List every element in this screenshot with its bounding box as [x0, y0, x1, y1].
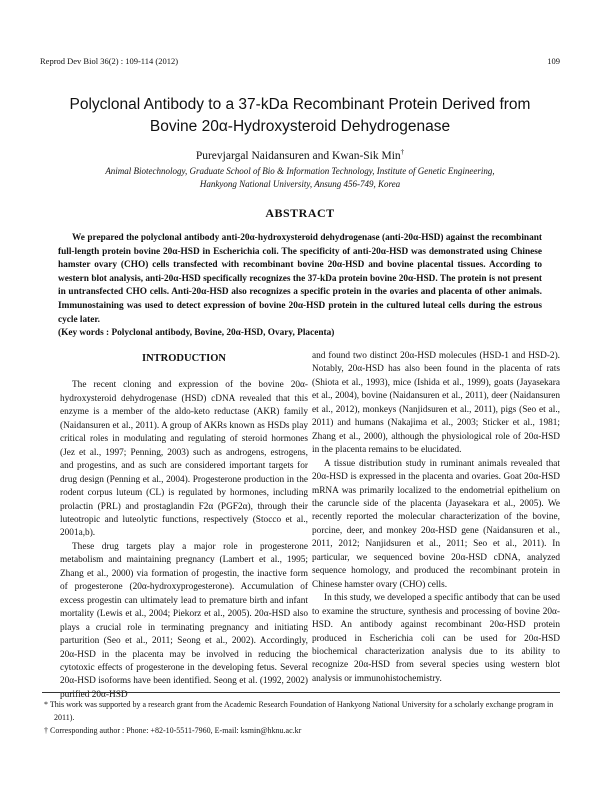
- title-line-1: Polyclonal Antibody to a 37-kDa Recombinant Protein Derived from: [69, 96, 531, 113]
- introduction-heading: INTRODUCTION: [141, 353, 226, 364]
- paper-title: [40, 94, 560, 138]
- abstract-text: We prepared the polyclonal antibody anti-20α-hydroxysteroid dehydrogenase (anti-20α-HSD) against the recombinant full-length protein bovine 20α-HSD in Escherichia coli. The specificity of anti-20α-HSD was demonstrated using Chinese hamster ovary (CHO) cells transfected with recombinant bovine 20α-HSD and bovine placental tissues. According to western blot analysis, anti-20α-HSD specifically recognizes the 37-kDa protein bovine 20α-HSD. The protein is not present in untransfected CHO cells. Anti-20α-HSD also recognizes a specific protein in the ovaries and placenta of other animals. Immunostaining was used to detect expression of bovine 20α-HSD protein in the cultured luteal cells during the estrous cycle later.: [58, 233, 542, 325]
- intro-paragraph-2-continued: and found two distinct 20α-HSD molecules (HSD-1 and HSD-2). Notably, 20α-HSD has also been found in the placenta of rats (Shiota et al., 1993), mice (Ishida et al., 1999), goats (Jayasekara et al., 2004), bovine (Naidansuren et al., 2011), deer (Naidansuren et al., 2012), monkeys (Nanjidsuren et al., 2011), pigs (Seo et al., 2011) and humans (Nakajima et al., 2003; Sticker et al., 1981; Zhang et al., 2000), although the physiological role of 20α-HSD in the placenta remains to be elucidated.: [312, 351, 560, 456]
- abstract-heading: ABSTRACT: [265, 206, 335, 220]
- corresponding-mark: †: [400, 148, 405, 156]
- right-column: [312, 350, 560, 686]
- affiliation-line-1: Animal Biotechnology, Graduate School of Bio & Information Technology, Institute of Genetic Engineering,: [105, 166, 495, 176]
- intro-paragraph-1: The recent cloning and expression of the bovine 20α-hydroxysteroid dehydrogenase (HSD) cDNA revealed that this enzyme is a member of the aldo-keto reductase (AKR) family (Naidansuren et al., 2011). A group of AKRs known as HSDs play critical roles in modulating and regulating of steroid hormones (Jez et al., 1997; Penning, 2003) such as androgens, estrogens, and progestins, and as such are considered important targets for drug design (Penning et al., 2004). Progesterone production in the rodent corpus luteum (CL) is regulated by hormones, including prolactin (PRL) and prostaglandin F2α (PGF2α), through their luteotropic and luteolytic functions, respectively (Stocco et al., 2001a,b).: [60, 380, 308, 539]
- keywords: (Key words : Polyclonal antibody, Bovine, 20α-HSD, Ovary, Placenta): [58, 328, 335, 339]
- funding-footnote: * This work was supported by a research grant from the Academic Research Foundation of Hankyong National University for a scholarly exchange program in 2011).: [44, 700, 554, 722]
- intro-paragraph-4: In this study, we developed a specific antibody that can be used to examine the structure, synthesis and processing of bovine 20α-HSD. An antibody against recombinant 20α-HSD protein produced in Escherichia coli can be used for 20α-HSD biochemical characterization analysis due to its ability to recognize 20α-HSD from several species using western blot analysis or immunohistochemistry.: [312, 593, 560, 684]
- footnotes: [42, 698, 558, 737]
- left-column: [60, 348, 308, 702]
- author-names: Purevjargal Naidansuren and Kwan-Sik Min: [195, 149, 401, 162]
- affiliation-line-2: Hankyong National University, Ansung 456-749, Korea: [199, 179, 401, 189]
- author-list: [40, 148, 560, 162]
- intro-paragraph-3: A tissue distribution study in ruminant animals revealed that 20α-HSD is expressed in the placenta and ovaries. Goat 20α-HSD mRNA was primarily localized to the endometrial epithelium on the caruncle side of the placenta (Jayasekara et al., 2005). We recently reported the molecular characterization of the bovine, porcine, deer, and monkey 20α-HSD gene (Naidansuren et al., 2011, 2012; Nanjidsuren et al., 2011; Seo et al., 2011). In particular, we sequenced bovine 20α-HSD cDNA, analyzed sequence homology, and produced the recombinant protein in Chinese hamster ovary (CHO) cells.: [312, 458, 560, 590]
- affiliation: [40, 165, 560, 191]
- title-line-2: Bovine 20α-Hydroxysteroid Dehydrogenase: [149, 118, 451, 135]
- footnote-divider: [42, 692, 560, 693]
- abstract-body: [58, 232, 542, 341]
- journal-citation: Reprod Dev Biol 36(2) : 109-114 (2012): [40, 56, 179, 66]
- intro-paragraph-2: These drug targets play a major role in progesterone metabolism and maintaining pregnancy (Lambert et al., 1995; Zhang et al., 2000) via formation of progestin, the inactive form of progesterone (20α-hydroxyprogesterone). Accumulation of excess progestin can ultimately lead to premature birth and infant mortality (Lewis et al., 2004; Piekorz et al., 2005). 20α-HSD also plays a crucial role in terminating pregnancy and initiating parturition (Seo et al., 2011; Seong et al., 2002). Accordingly, 20α-HSD in the placenta may be involved in reducing the cytotoxic effects of progesterone in the developing fetus. Several 20α-HSD isoforms have been identified. Seong et al. (1992, 2002) purified 20α-HSD: [60, 541, 308, 700]
- corresponding-author-footnote: † Corresponding author : Phone: +82-10-5511-7960, E-mail: ksmin@hknu.ac.kr: [44, 726, 302, 735]
- page-number: 109: [547, 56, 560, 66]
